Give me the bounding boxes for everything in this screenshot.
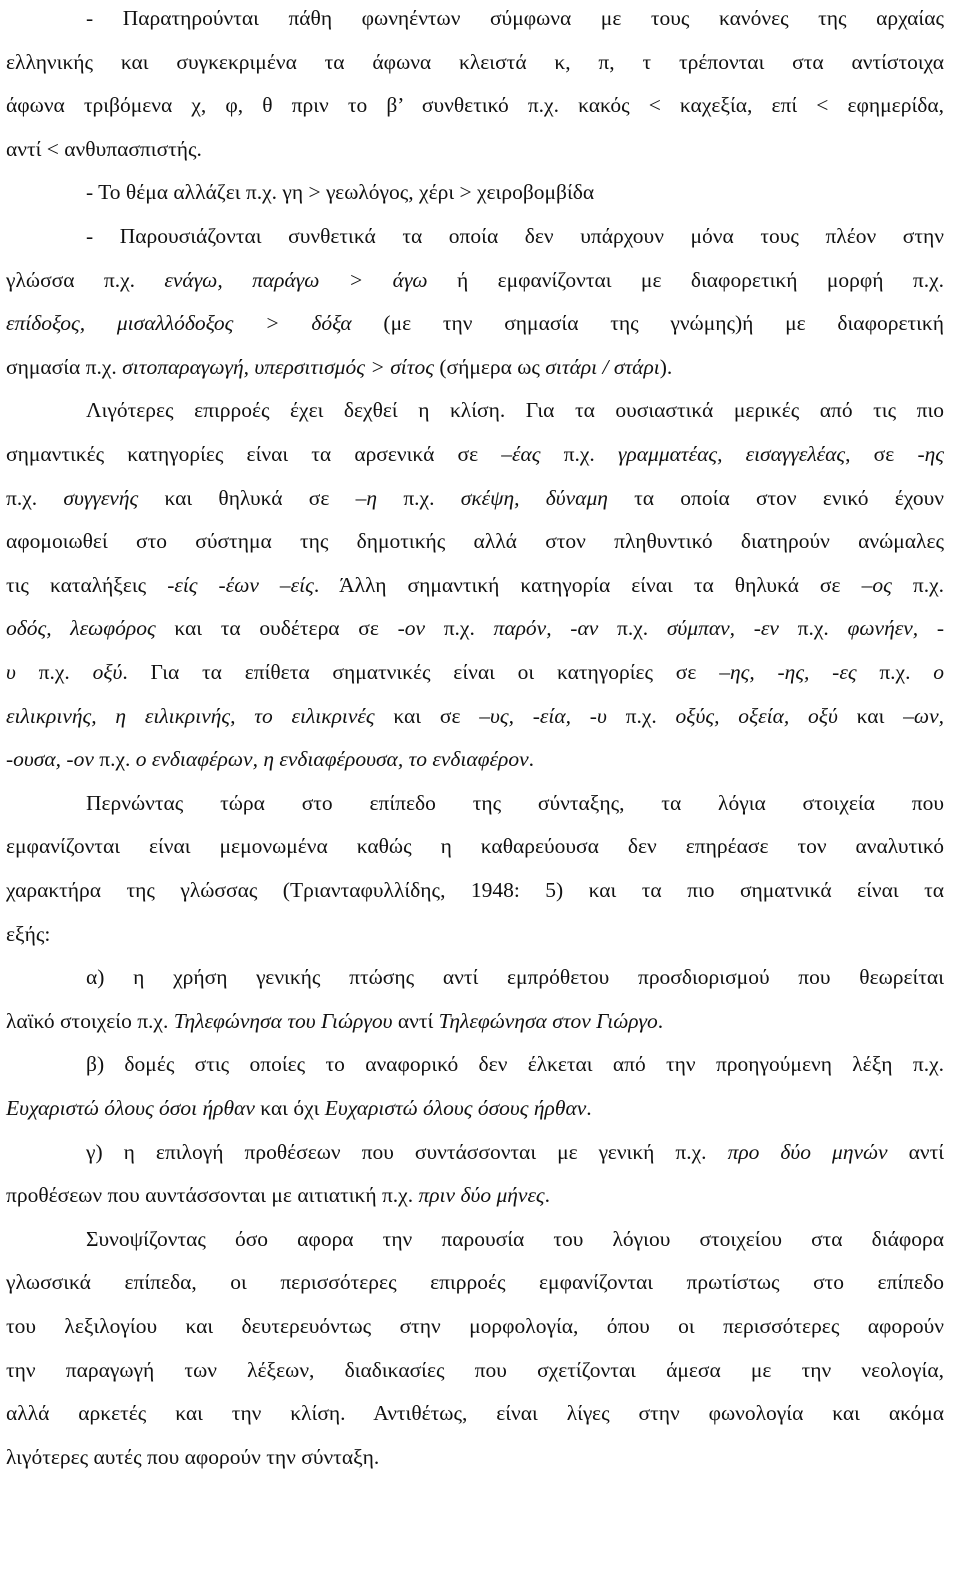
text-segment: π.χ. (540, 442, 618, 466)
italic-text: σιτάρι / στάρι (545, 354, 660, 379)
text-line (6, 651, 944, 695)
text-line (6, 1261, 944, 1305)
text-segment: - Το θέμα αλλάζει π.χ. γη > γεωλόγος, χέρι > χειροβομβίδα (86, 180, 595, 205)
italic-text: προ δύο μηνών (727, 1139, 888, 1164)
italic-text: –υς, -εία, -υ (479, 703, 607, 728)
text-line (6, 1392, 944, 1436)
text-segment: π.χ. (377, 485, 461, 510)
italic-text: φωνήεν, - (847, 616, 944, 641)
text-segment: προθέσεων που αυντάσσονται με αιτιατική π.χ. (6, 1183, 419, 1208)
text-segment: Λιγότερες επιρροές έχει δεχθεί η κλίση. Για τα ουσιαστικά μερικές από τις πιο (86, 398, 944, 423)
text-line (6, 302, 944, 346)
text-segment: χαρακτήρα της γλώσσας (Τριανταφυλλίδης, 1948: 5) και τα πιο σηματνικά είναι τα (6, 878, 944, 902)
text-segment: αφομοιωθεί στο σύστημα της δημοτικής αλλά στον πληθυντικό διατηρούν ανώμαλες (6, 529, 944, 554)
italic-text: Τηλεφώνησα του Γιώργου (173, 1008, 393, 1033)
text-line (6, 1000, 944, 1044)
text-line (86, 389, 944, 433)
text-segment: τις καταλήξεις (6, 572, 168, 597)
italic-text: υ (6, 660, 16, 684)
text-line (86, 1131, 944, 1175)
text-line (6, 477, 944, 521)
italic-text: -ον (397, 616, 426, 641)
text-segment: (με την σημασία της γνώμης)ή με διαφορετική (351, 311, 944, 336)
text-segment: . (586, 1096, 592, 1120)
text-line (86, 1218, 944, 1262)
text-line (6, 41, 944, 85)
italic-text: -ης (917, 442, 944, 466)
text-segment: - Παρουσιάζονται συνθετικά τα οποία δεν υπάρχουν μόνα τους πλέον στην (86, 224, 944, 248)
text-segment: π.χ. (856, 660, 934, 684)
text-line (86, 1043, 944, 1087)
text-line (6, 869, 944, 913)
text-line (6, 1087, 944, 1131)
italic-text: –έας (501, 442, 541, 466)
italic-text: -είς -έων –είς (167, 572, 314, 597)
text-segment: π.χ. (891, 572, 944, 597)
text-line (6, 695, 944, 739)
text-line (86, 0, 944, 41)
text-line (6, 84, 944, 128)
text-segment: ). (659, 354, 673, 379)
text-line (6, 520, 944, 564)
text-segment: π.χ. (93, 747, 136, 772)
italic-text: ειλικρινής, η ειλικρινής, το ειλικρινές (6, 703, 375, 728)
italic-text: ο (933, 660, 944, 684)
text-segment: εξής: (6, 921, 51, 946)
italic-text: Τηλεφώνησα στον Γιώργο (438, 1008, 658, 1033)
italic-text: –η (355, 485, 378, 510)
text-line (86, 215, 944, 259)
text-line (6, 1174, 944, 1218)
text-segment: αλλά αρκετές και την κλίση. Αντιθέτως, είναι λίγες στην φωνολογία και ακόμα (6, 1401, 944, 1426)
text-segment: σημασία π.χ. (6, 354, 123, 379)
italic-text: ενάγω, παράγω > άγω (164, 267, 428, 292)
text-segment: γ) η επιλογή προθέσεων που συντάσσονται με γενική π.χ. (86, 1139, 728, 1164)
italic-text: –ης, -ης, -ες (719, 660, 857, 684)
italic-text: ο ενδιαφέρων, η ενδιαφέρουσα, το ενδιαφέρον (135, 747, 529, 772)
text-line (6, 128, 944, 172)
text-segment: π.χ. (6, 485, 64, 510)
text-segment: Περνώντας τώρα στο επίπεδο της σύνταξης, τα λόγια στοιχεία που (86, 790, 944, 815)
text-segment: άφωνα τριβόμενα χ, φ, θ πριν το β’ συνθετικό π.χ. κακός < καχεξία, επί < εφημερίδα, (6, 93, 944, 118)
italic-text: σιτοπαραγωγή, υπερσιτισμός > σίτος (122, 354, 434, 379)
text-segment: π.χ. (778, 616, 848, 641)
text-segment: , σε (845, 442, 918, 466)
text-segment: . Για τα επίθετα σηματνικές είναι οι κατηγορίες σε (122, 660, 720, 684)
text-segment: λιγότερες αυτές που αφορούν την σύνταξη. (6, 1444, 380, 1469)
text-segment: και τα ουδέτερα σε (155, 616, 398, 641)
italic-text: πριν δύο μήνες (418, 1183, 545, 1208)
italic-text: -ουσα, -ον (6, 747, 94, 772)
text-line (6, 1305, 944, 1349)
text-segment: αντί (392, 1008, 439, 1033)
text-segment: π.χ. (606, 703, 676, 728)
text-line (6, 259, 944, 303)
text-segment: α) η χρήση γενικής πτώσης αντί εμπρόθετου προσδιορισμού που θεωρείται (86, 965, 944, 990)
text-segment: του λεξιλογίου και δευτερευόντως στην μορφολογία, όπου οι περισσότερες αφορούν (6, 1314, 944, 1338)
text-segment: (σήμερα ως (433, 354, 546, 379)
text-line (6, 564, 944, 608)
text-line (6, 913, 944, 957)
text-segment: γλώσσα π.χ. (6, 267, 165, 292)
text-segment: π.χ. (598, 616, 667, 641)
italic-text: Ευχαριστώ όλους όσους ήρθαν (324, 1096, 587, 1120)
text-segment: και σε (374, 703, 480, 728)
text-segment: γλωσσικά επίπεδα, οι περισσότερες επιρροές εμφανίζονται πρωτίστως στο επίπεδο (6, 1270, 944, 1295)
text-segment: λαϊκό στοιχείο π.χ. (6, 1008, 174, 1033)
text-line (86, 956, 944, 1000)
text-line (6, 607, 944, 651)
italic-text: σύμπαν, -εν (666, 616, 779, 641)
text-segment: π.χ. (425, 616, 494, 641)
italic-text: γραμματέας, εισαγγελέας (617, 442, 846, 466)
text-line (6, 1436, 944, 1480)
text-segment: σημαντικές κατηγορίες είναι τα αρσενικά σε (6, 442, 502, 466)
text-segment: τα οποία στον ενικό έχουν (607, 485, 944, 510)
text-line (6, 1349, 944, 1393)
text-segment: ελληνικής και συγκεκριμένα τα άφωνα κλειστά κ, π, τ τρέπονται στα αντίστοιχα (6, 49, 944, 74)
text-segment: . Άλλη σημαντική κατηγορία είναι τα θηλυκά σε (313, 572, 862, 597)
text-segment: Συνοψίζοντας όσο αφορα την παρουσία του λόγιου στοιχείου στα διάφορα (86, 1226, 944, 1251)
text-segment: . (657, 1008, 664, 1033)
text-segment: π.χ. (15, 660, 93, 684)
text-line (6, 738, 944, 782)
text-segment: αντί (887, 1139, 945, 1164)
italic-text: οξύ (92, 660, 123, 684)
text-segment: . (544, 1183, 551, 1208)
text-line (6, 346, 944, 390)
text-segment: β) δομές στις οποίες το αναφορικό δεν έλκεται από την προηγούμενη λέξη π.χ. (86, 1052, 944, 1077)
italic-text: οδός, λεωφόρος (6, 616, 156, 641)
italic-text: –ος (861, 572, 892, 597)
text-segment: - Παρατηρούνται πάθη φωνηέντων σύμφωνα με τους κανόνες της αρχαίας (86, 6, 944, 30)
italic-text: σκέψη, δύναμη (460, 485, 608, 510)
italic-text: Ευχαριστώ όλους όσοι ήρθαν (6, 1096, 255, 1120)
text-segment: την παραγωγή των λέξεων, διαδικασίες που σχετίζονται άμεσα με την νεολογία, (6, 1357, 944, 1382)
text-line (6, 825, 944, 869)
italic-text: –ων, (903, 703, 944, 728)
italic-text: οξύς, οξεία, οξύ (675, 703, 838, 728)
text-segment: εμφανίζονται είναι μεμονωμένα καθώς η καθαρεύουσα δεν επηρέασε τον αναλυτικό (6, 834, 944, 859)
text-line (6, 433, 944, 477)
text-segment: και (837, 703, 904, 728)
text-segment: και θηλυκά σε (138, 485, 356, 510)
text-line (86, 171, 944, 215)
text-segment: ή εμφανίζονται με διαφορετική μορφή π.χ. (427, 267, 944, 292)
italic-text: παρόν, -αν (493, 616, 599, 641)
italic-text: συγγενής (63, 485, 139, 510)
italic-text: επίδοξος, μισαλλόδοξος > δόξα (6, 311, 352, 336)
text-segment: και όχι (254, 1096, 325, 1120)
text-segment: αντί < ανθυπασπιστής. (6, 136, 202, 161)
text-line (86, 782, 944, 826)
text-segment: . (528, 747, 535, 772)
